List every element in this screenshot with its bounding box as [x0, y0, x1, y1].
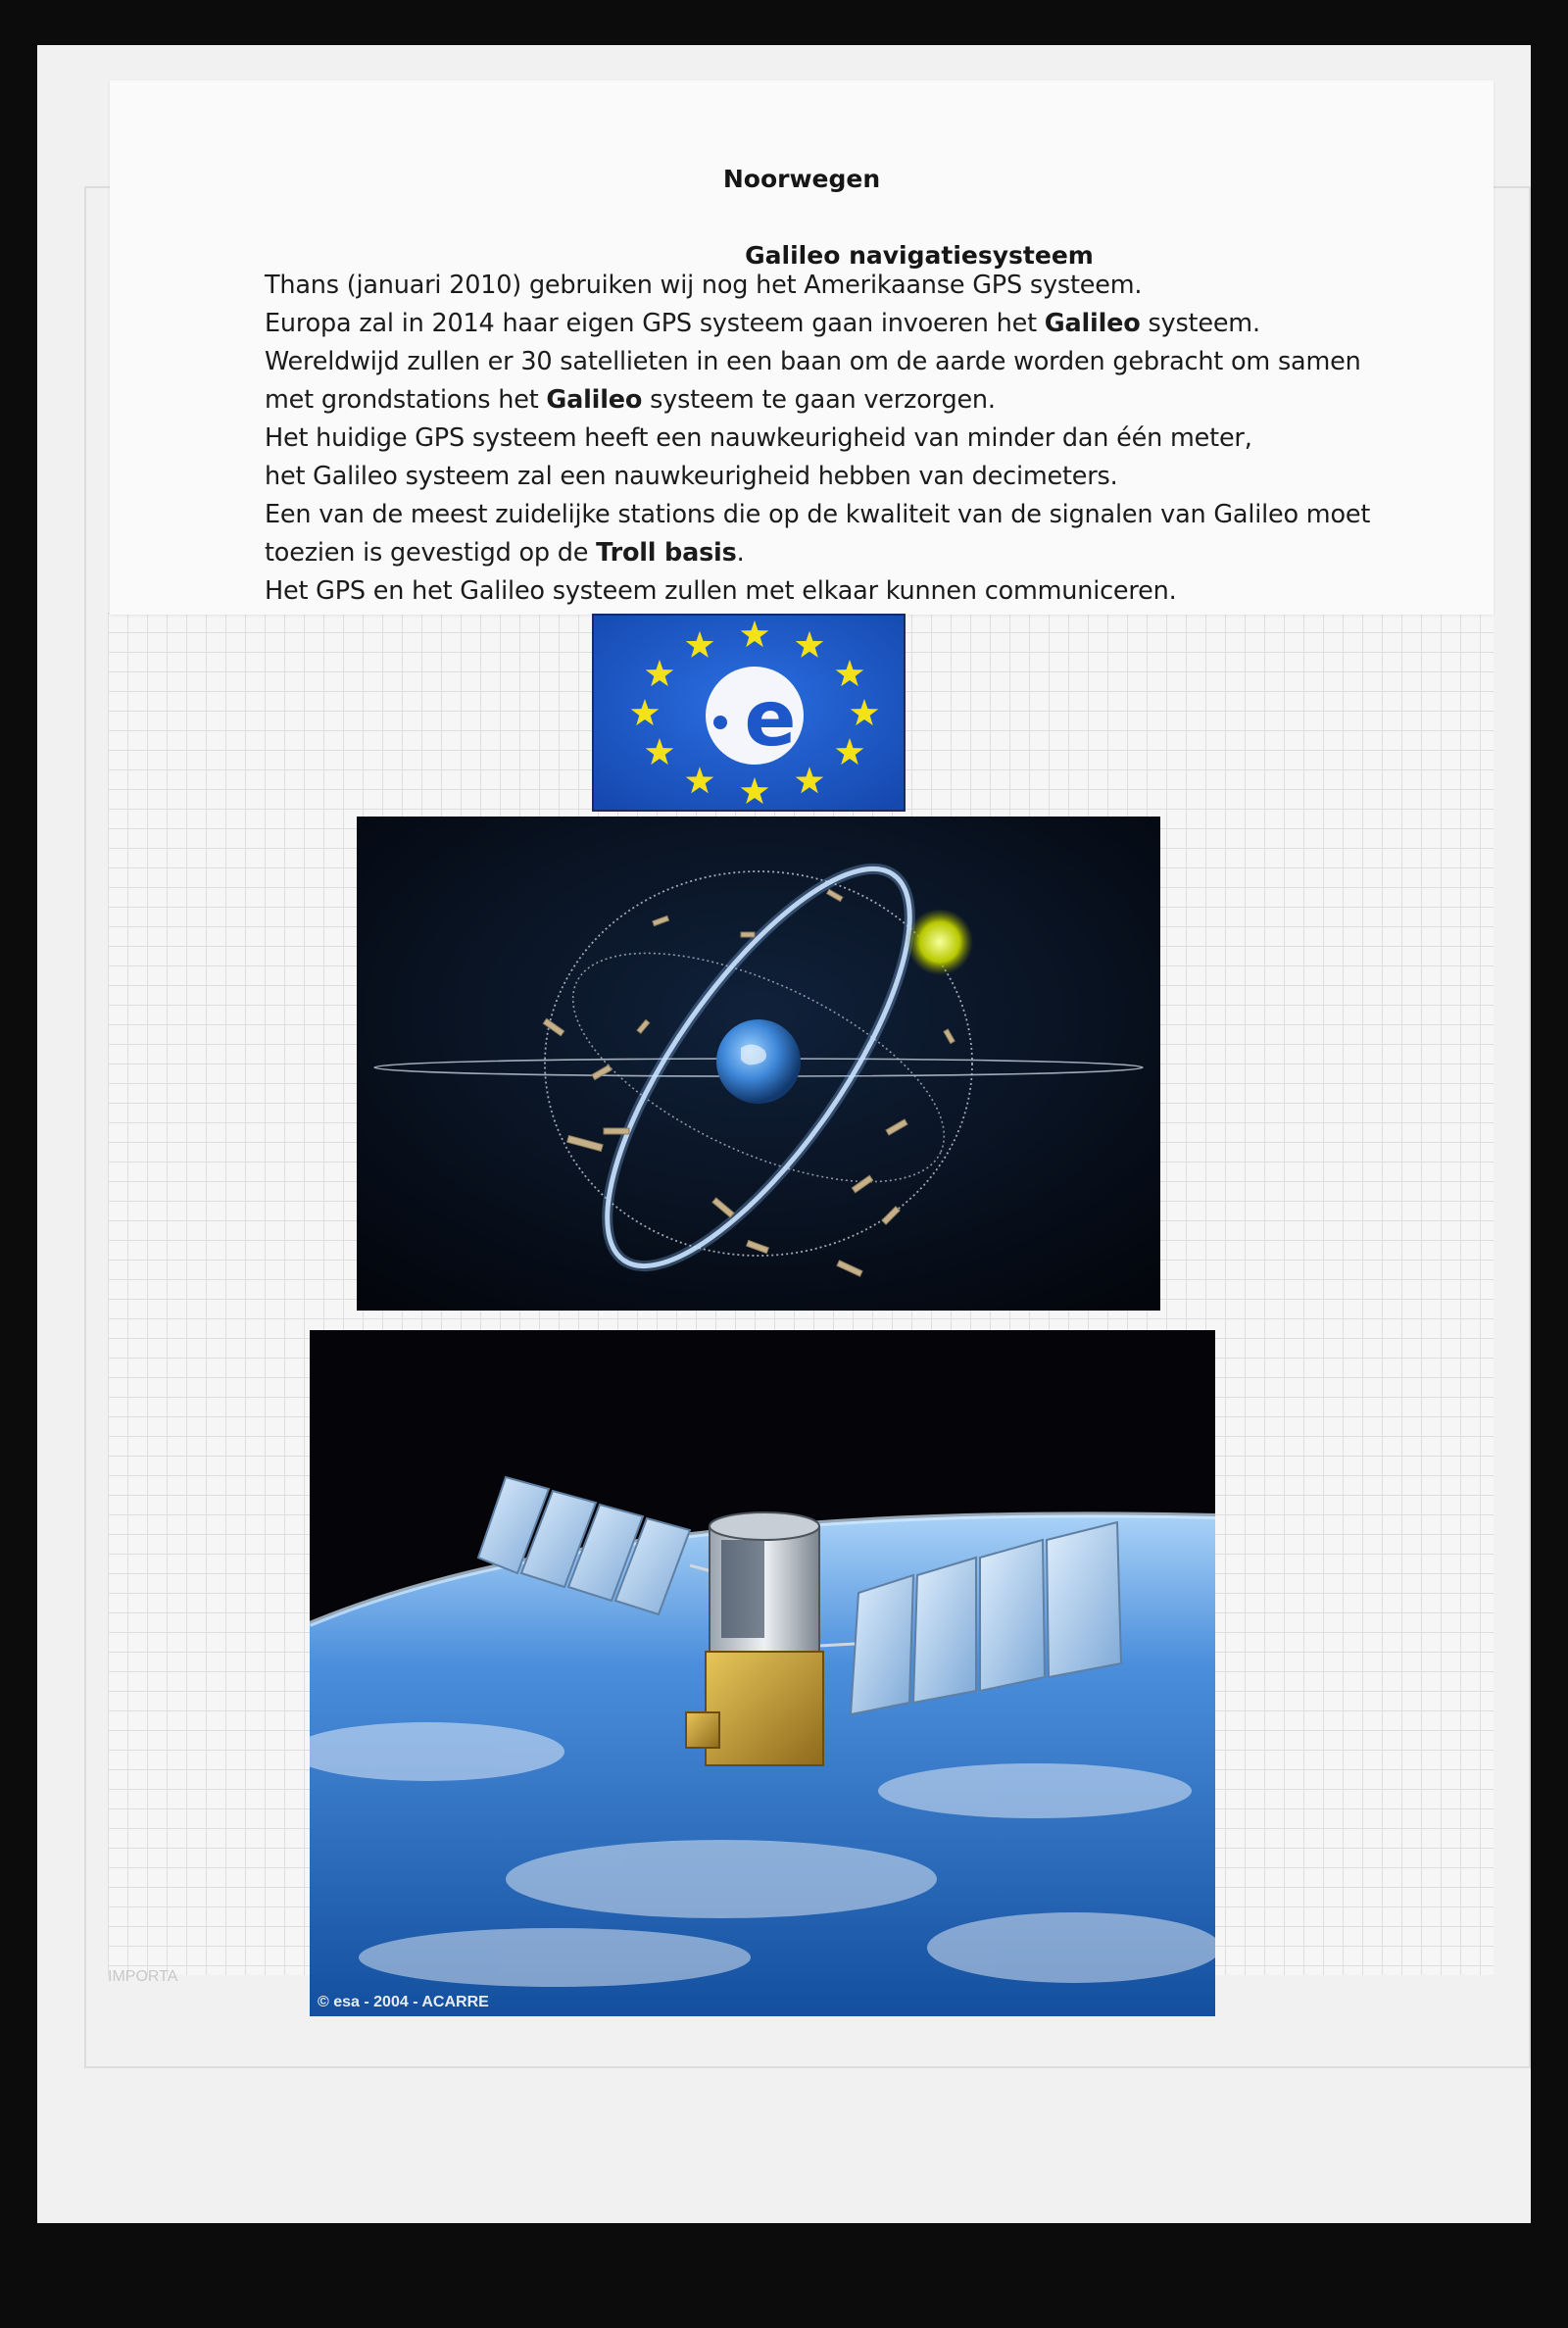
paragraph-line [265, 496, 1401, 534]
paragraph-line [265, 343, 1401, 381]
text-segment: Het huidige GPS systeem heeft een nauwkeurigheid van minder dan één meter, [265, 423, 1252, 453]
galileo-satellite-image [310, 1330, 1215, 2016]
esa-letter: e [744, 675, 797, 764]
body-text [265, 267, 1401, 611]
text-segment: toezien is gevestigd op de [265, 538, 597, 568]
paragraph-line [265, 420, 1401, 458]
text-segment: systeem. [1140, 309, 1260, 338]
text-segment: . [736, 538, 745, 568]
text-segment: Een van de meest zuidelijke stations die op de kwaliteit van de signalen van Galileo moet [265, 500, 1371, 529]
paragraph-line [265, 267, 1401, 305]
text-segment: Europa zal in 2014 haar eigen GPS systeem gaan invoeren het [265, 309, 1045, 338]
bold-term: Galileo [1044, 309, 1141, 338]
text-segment: het Galileo systeem zal een nauwkeurigheid hebben van decimeters. [265, 462, 1118, 491]
text-segment: Het GPS en het Galileo systeem zullen met elkaar kunnen communiceren. [265, 576, 1177, 606]
esa-dot [713, 716, 727, 729]
esa-logo-image [592, 614, 906, 812]
text-segment: Wereldwijd zullen er 30 satellieten in een baan om de aarde worden gebracht om samen [265, 347, 1361, 376]
paragraph-line [265, 572, 1401, 611]
page-title: Noorwegen [722, 165, 881, 193]
page-subtitle: Galileo navigatiesysteem [745, 241, 1094, 270]
bold-term: Troll basis [596, 538, 737, 568]
text-segment: met grondstations het [265, 385, 547, 415]
svg-text:© esa - 2004 - ACARRE: © esa - 2004 - ACARRE [318, 1994, 489, 2010]
importa-watermark: IMPORTA [108, 1968, 178, 1985]
text-segment: Thans (januari 2010) gebruiken wij nog het Amerikaanse GPS systeem. [265, 271, 1143, 300]
esa-credit [318, 1994, 489, 2010]
bold-term: Galileo [546, 385, 643, 415]
paragraph-line [265, 381, 1401, 420]
text-segment: systeem te gaan verzorgen. [642, 385, 996, 415]
galileo-orbits-image [357, 817, 1160, 1311]
paragraph-line [265, 305, 1401, 343]
paragraph-line [265, 458, 1401, 496]
esa-flag-svg [594, 616, 904, 810]
paragraph-line [265, 534, 1401, 572]
